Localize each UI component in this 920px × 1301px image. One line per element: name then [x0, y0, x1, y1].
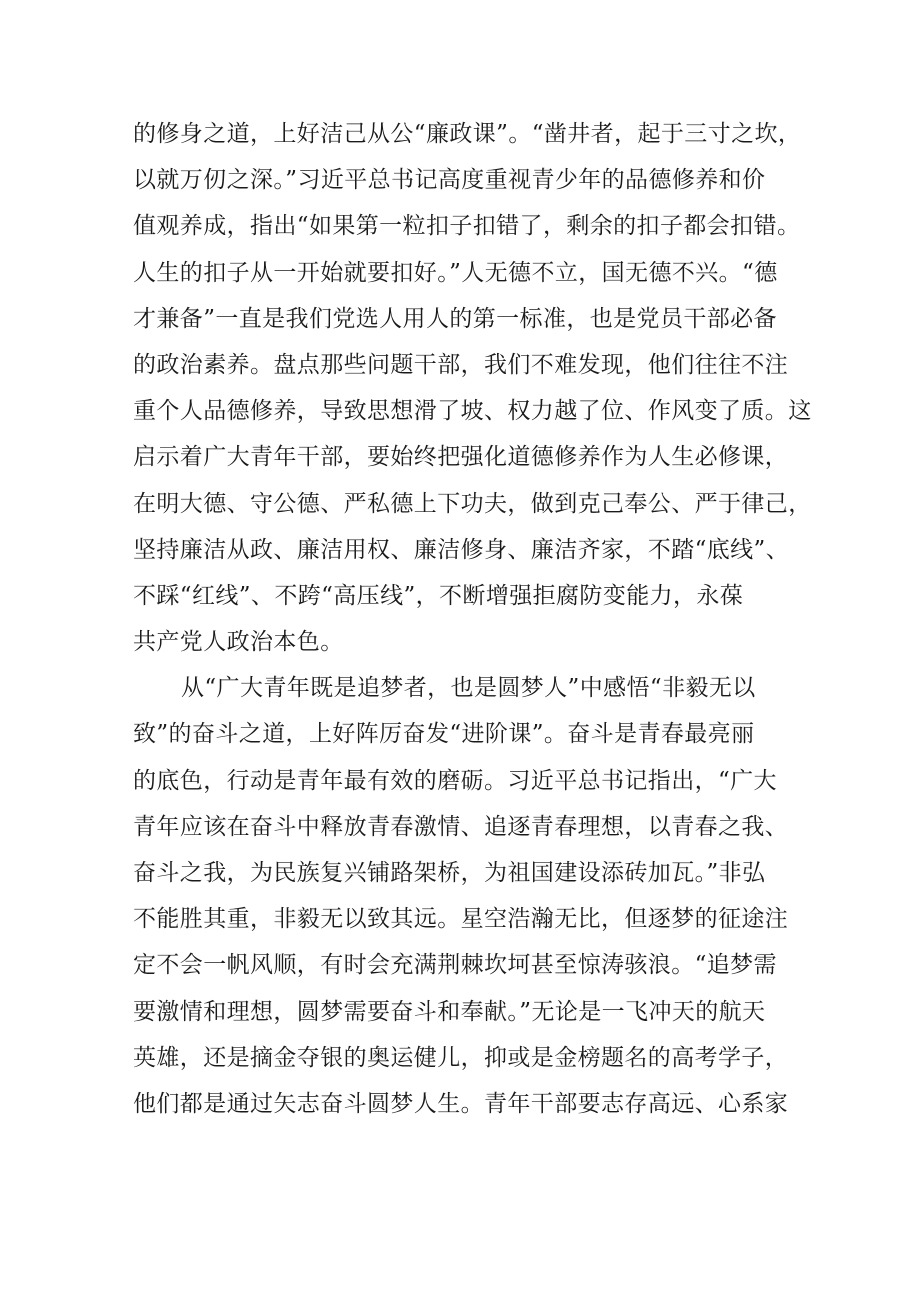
text-line: 他们都是通过矢志奋斗圆梦人生。青年干部要志存高远、心系家	[133, 1090, 789, 1117]
text-line: 青年应该在奋斗中释放青春激情、追逐青春理想，以青春之我、	[133, 813, 789, 840]
text-line: 要激情和理想，圆梦需要奋斗和奉献。”无论是一飞冲天的航天	[133, 998, 766, 1025]
text-line: 英雄，还是摘金夺银的奥运健儿，抑或是金榜题名的高考学子，	[133, 1044, 789, 1071]
paragraph-first-line: 从“广大青年既是追梦者，也是圆梦人”中感悟“非毅无以	[181, 675, 756, 702]
text-line: 以就万仞之深。”习近平总书记高度重视青少年的品德修养和价	[133, 167, 766, 194]
text-line: 定不会一帆风顺，有时会充满荆棘坎坷甚至惊涛骇浪。“追梦需	[133, 952, 777, 979]
text-line: 致”的奋斗之道，上好阵厉奋发“进阶课”。奋斗是青春最亮丽	[133, 721, 755, 748]
text-line: 的政治素养。盘点那些问题干部，我们不难发现，他们往往不注	[133, 351, 789, 378]
text-line: 不踩“红线”、不跨“高压线”，不断增强拒腐防变能力，永葆	[133, 582, 744, 609]
text-line: 奋斗之我，为民族复兴铺路架桥，为祖国建设添砖加瓦。”非弘	[133, 860, 766, 886]
text-line: 重个人品德修养，导致思想滑了坡、权力越了位、作风变了质。这	[133, 398, 812, 425]
text-line: 坚持廉洁从政、廉洁用权、廉洁修身、廉洁齐家，不踏“底线”、	[133, 536, 790, 563]
text-line: 在明大德、守公德、严私德上下功夫，做到克己奉公、严于律己，	[133, 490, 812, 517]
text-line: 启示着广大青年干部，要始终把强化道德修养作为人生必修课，	[133, 444, 789, 471]
text-line: 人生的扣子从一开始就要扣好。”人无德不立，国无德不兴。“德	[133, 259, 778, 286]
text-line: 的底色，行动是青年最有效的磨砺。习近平总书记指出，“广大	[133, 767, 777, 794]
text-line: 才兼备”一直是我们党选人用人的第一标准，也是党员干部必备	[133, 305, 777, 332]
text-line: 共产党人政治本色。	[133, 629, 344, 656]
body-text	[133, 111, 812, 1127]
text-line: 的修身之道，上好洁己从公“廉政课”。“凿井者，起于三寸之坎，	[133, 121, 802, 147]
text-line: 不能胜其重，非毅无以致其远。星空浩瀚无比，但逐梦的征途注	[133, 906, 789, 933]
text-line: 值观养成，指出“如果第一粒扣子扣错了，剩余的扣子都会扣错。	[133, 213, 801, 240]
